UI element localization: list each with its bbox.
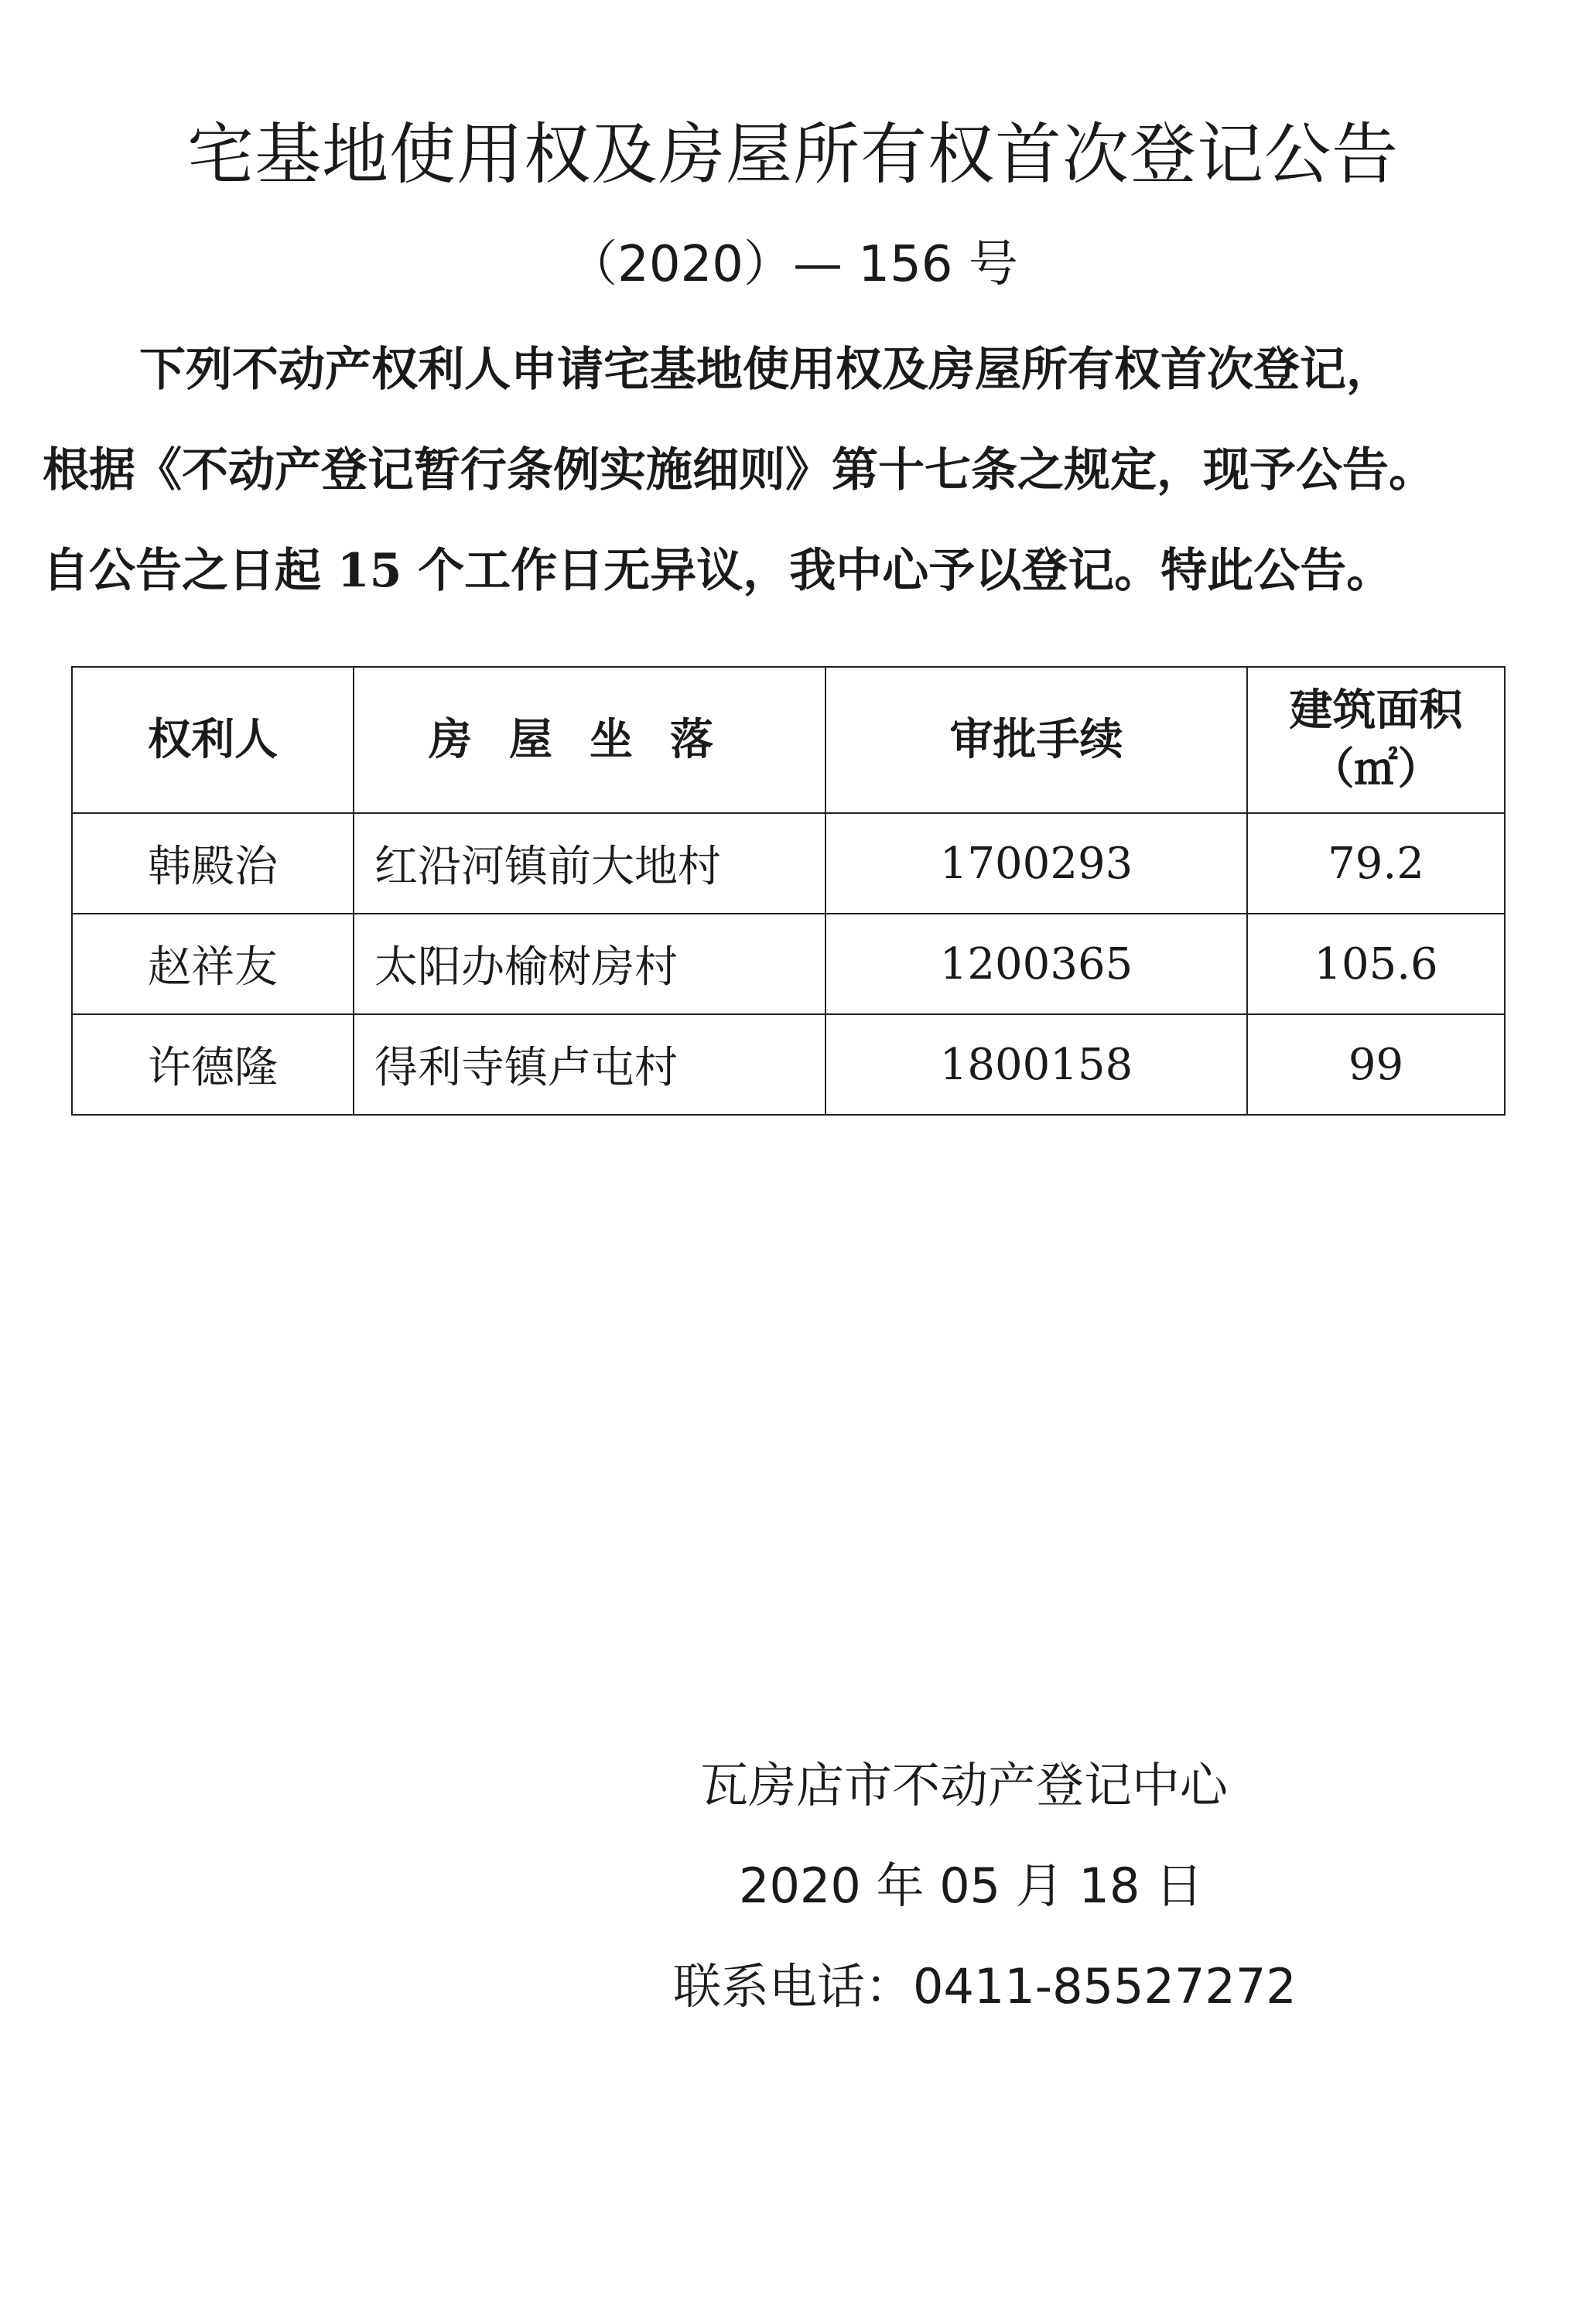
cell-owner: 韩殿治 (72, 813, 354, 914)
header-area-unit: （㎡） (1311, 743, 1441, 795)
table-row (72, 914, 1505, 1014)
notice-title: 宅基地使用权及房屋所有权首次登记公告 (187, 116, 1399, 193)
cell-area: 99 (1247, 1014, 1505, 1115)
cell-location: 太阳办榆树房村 (354, 914, 825, 1014)
cell-approval: 1700293 (825, 813, 1247, 914)
cell-location: 得利寺镇卢屯村 (354, 1014, 825, 1115)
header-location: 房屋坐落 (354, 667, 825, 813)
cell-owner: 赵祥友 (72, 914, 354, 1014)
table-row (72, 1014, 1505, 1115)
cell-location: 红沿河镇前大地村 (354, 813, 825, 914)
cell-area: 79.2 (1247, 813, 1505, 914)
cell-approval: 1800158 (825, 1014, 1247, 1115)
table-row (72, 813, 1505, 914)
cell-area: 105.6 (1247, 914, 1505, 1014)
contact-phone: 联系电话：0411-85527272 (673, 1958, 1297, 2015)
cell-owner: 许德隆 (72, 1014, 354, 1115)
notice-paragraph-line-3: 自公告之日起 15 个工作日无异议，我中心予以登记。特此公告。 (43, 544, 1393, 598)
cell-approval: 1200365 (825, 914, 1247, 1014)
header-owner: 权利人 (72, 667, 354, 813)
header-approval: 审批手续 (825, 667, 1247, 813)
issue-date: 2020 年 05 月 18 日 (739, 1857, 1204, 1914)
registration-table (71, 666, 1506, 1116)
table-header-row (72, 667, 1505, 813)
header-area-label: 建筑面积 (1289, 684, 1463, 736)
issuing-organization: 瓦房店市不动产登记中心 (700, 1757, 1229, 1813)
notice-paragraph-line-2: 根据《不动产登记暂行条例实施细则》第十七条之规定，现予公告。 (43, 443, 1435, 497)
header-area (1247, 667, 1505, 813)
document-number: （2020）— 156 号 (568, 236, 1018, 293)
notice-paragraph-line-1: 下列不动产权利人申请宅基地使用权及房屋所有权首次登记， (139, 343, 1393, 397)
